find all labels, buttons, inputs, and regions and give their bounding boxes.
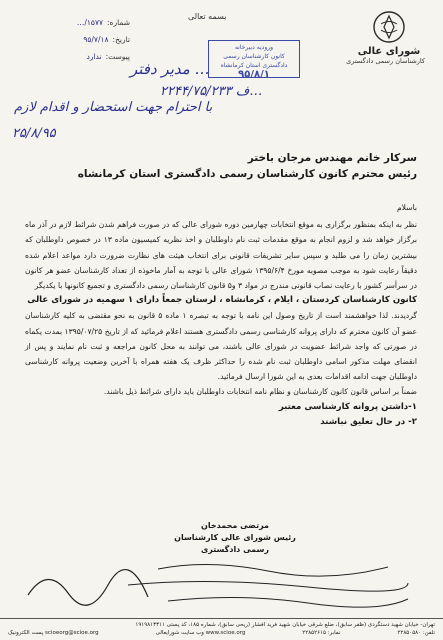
greeting: باسلام [396,203,417,212]
emblem-icon [372,10,406,44]
footer-website-label: وب سایت شورایعالی [155,630,204,636]
footer-email-label: پست الکترونیک [8,630,44,636]
footer-website: www.scioe.org [205,630,246,636]
handwritten-note-2: …ف ۲۲۴۴/۷۵/۲۳۳ [160,84,263,99]
footer-address: تهران- خیابان شهید دستگردی (ظفر سابق)، ضلع شرقی خیابان شهید فرید افشار (ریحی سابق)، شماره ۱۸۵، کد پستی ۱۹۱۹۸۱۳۳۱۱ [135,622,435,628]
handwritten-annotation-scribble [8,555,418,615]
stamp-line1: ورودیه دبیرخانه [234,44,274,51]
signature-block [160,520,310,556]
stamp-number: ۹۵/۸/۱ [238,69,270,80]
receipt-stamp [208,40,300,78]
org-logo [346,10,425,65]
handwritten-note-4: ۲۵/۸/۹۵ [12,126,56,141]
quota-line: کانون کارشناسان کردستان ، ایلام ، کرمانشاه ، لرستان جمعاً دارای ۱ سهمیه در شورای عالی [27,295,417,306]
org-subtitle: کارشناسان رسمی دادگستری [346,57,425,65]
attachment-value: ندارد [86,52,102,61]
letter-body [25,200,417,430]
letter-meta [10,14,130,65]
signer-name: مرتضی محمدخان [201,521,269,530]
recipient-title: رئیس محترم کانون کارشناسان رسمی دادگستری استان کرمانشاه [77,168,417,180]
footer-email: scioeorg@scioe.org [45,630,99,636]
paragraph-2: گردیدند. لذا خواهشمند است از تاریخ وصول این نامه با توجه به تبصره ۱ ماده ۵ قانون به نحو مقتضی به کلیه کارشناسان عضو آن کانون محترم که دارای پروانه کارشناسی رسمی دادگستری هستند اعلام فرمائید که از تاریخ ۱۳۹۵/۰۷/۲۵ بمدت یکماه در صورتی که واجد شرائط عضویت در شورای عالی باشند، می توانند به محل کانون مراجعه و ثبت نام نمایند و پس از انقضای مهلت مذکور اسامی داوطلبان ثبت نام شده را حداکثر ظرف یک هفته همراه با آخرین وضعیت پروانه کارشناسی داوطلبان جهت ادامه اقدامات بعدی به این شورا ارسال فرمائید. [25,311,417,382]
stamp-line2: کانون کارشناسان رسمی دادگستری استان کرمانشاه [220,53,288,69]
handwritten-note-3: با احترام جهت استحضار و اقدام لازم [14,100,213,115]
org-title: شورای عالی [357,46,421,57]
number-label: شماره: [107,18,130,27]
attachment-label: پیوست: [105,52,130,61]
footer-phone: تلفن: ۲۲۸۵۰۵۸۰ [397,630,435,636]
footer-fax: نمابر: ۲۲۸۵۲۶۱۵ [302,630,341,636]
condition-item-2: ۲- در حال تعلیق نباشند [320,416,417,427]
recipient-name: سرکار خانم مهندس مرجان باختر [247,152,417,164]
paragraph-1: نظر به اینکه بمنظور برگزاری به موقع انتخابات چهارمین دوره شورای عالی که در صورت فراهم شدن شرائط لازم در آذر ماه برگزار خواهد شد و لزوم انجام به موقع مقدمات ثبت نام داوطلبان و اخذ نظریه کمیسیون ماده ۱۳ در خصوص داوطلبان که بیشترین زمان را می طلبد و سپس سایر تشریفات قانونی برای انتخاب هیئت های نظارت ضرورت دارد مواعد اعلام شده دقیقاً رعایت شود به موجب مصوبه مورخ ۱۳۹۵/۶/۴ شورای عالی با توجه به آمار ماخوذه از تعداد کارشناسان عضو هر کانون در سرأسر کشور با رعایت نصاب قانونی مندرج در مواد ۳ و۵ قانون کارشناسان رسمی دادگستری و تجمیع کانونها با یکدیگر [25,220,418,291]
date-label: تاریخ: [112,35,130,44]
condition-item-1: ۱-داشتن پروانه کارشناسی معتبر [278,401,417,412]
bismillah: بسمه تعالی [188,12,227,21]
handwritten-note-1: … مدیر دفتر [130,60,210,78]
paragraph-3: ضمناً بر اساس قانون کانون کارشناسان و نظام نامه انتخابات داوطلبان باید دارای شرائط ذیل باشند. [103,387,417,397]
number-value: ۱۵۷۷/… [76,18,104,27]
signer-title: رئیس شورای عالی کارشناسان رسمی دادگستری [174,533,296,554]
date-value: ۹۵/۷/۱۸ [83,35,109,44]
letter-footer [0,618,443,640]
